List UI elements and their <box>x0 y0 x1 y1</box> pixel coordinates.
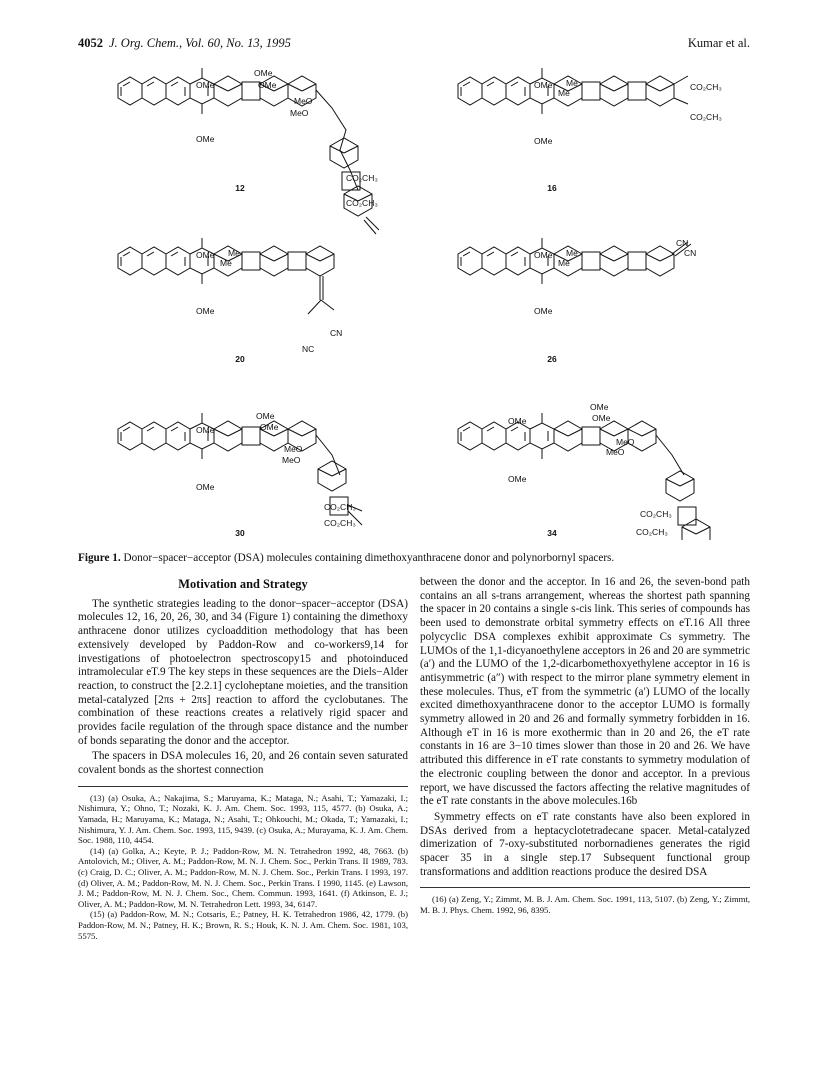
atom-label: OMe <box>508 416 527 426</box>
compound-label: 30 <box>235 528 245 538</box>
atom-label: OMe <box>196 306 215 316</box>
atom-label: OMe <box>256 411 275 421</box>
caption-text: Donor−spacer−acceptor (DSA) molecules containing dimethoxyanthracene donor and polynorbornyl spacers. <box>123 552 615 564</box>
footnote-divider <box>78 786 408 787</box>
running-author: Kumar et al. <box>687 36 750 50</box>
atom-label: OMe <box>196 425 215 435</box>
atom-label: CO₂CH₃ <box>636 527 668 537</box>
body-paragraph: The spacers in DSA molecules 16, 20, and 26 contain seven saturated covalent bonds as the shortest connection <box>78 750 408 777</box>
atom-label: CO₂CH₃ <box>346 173 378 183</box>
footnote: (15) (a) Paddon-Row, M. N.; Cotsaris, E.; Patney, H. K. Tetrahedron 1986, 42, 1779. (b) Paddon-Row, M. N.; Patney, H. K.; Brown, R. S.; Houk, K. N. J. Am. Chem. Soc. 1981, 103, 5575. <box>78 909 408 941</box>
atom-label: NC <box>302 344 315 354</box>
compound-label: 26 <box>547 354 557 364</box>
compound-label: 34 <box>547 528 557 538</box>
atom-label: OMe <box>254 68 273 78</box>
atom-label: CN <box>684 248 697 258</box>
atom-label: OMe <box>534 250 553 260</box>
atom-label: OMe <box>534 136 553 146</box>
atom-label: OMe <box>534 306 553 316</box>
atom-label: OMe <box>592 413 611 423</box>
compound-label: 16 <box>547 183 557 193</box>
atom-label: CO₂CH₃ <box>346 198 378 208</box>
atom-label: OMe <box>260 422 279 432</box>
atom-label: MeO <box>290 108 309 118</box>
chemical-structures <box>78 60 750 540</box>
atom-label: MeO <box>616 437 635 447</box>
atom-label: OMe <box>508 474 527 484</box>
atom-label: Me <box>566 78 578 88</box>
atom-label: MeO <box>282 455 301 465</box>
footnote: (16) (a) Zeng, Y.; Zimmt, M. B. J. Am. Chem. Soc. 1991, 113, 5107. (b) Zeng, Y.; Zimmt, M. B. J. Phys. Chem. 1992, 96, 8395. <box>420 894 750 916</box>
figure-1 <box>78 60 750 540</box>
atom-label: OMe <box>196 80 215 90</box>
body-paragraph: between the donor and the acceptor. In 16 and 26, the seven-bond path contains an all s-trans arrangement, whereas the shortest path spanning the spacer in 20 contains a single s-cis link. This series of compounds has been used to demonstrate orbital symmetry effects on eT.16 All three polycyclic DSA complexes exhibit approximate Cs symmetry. The LUMOs of the 1,1-dicyanoethylene acceptors in 26 and 20 are symmetric (a′) and the LUMO of the 1,2-dicarbomethoxyethylene acceptor in 16 is antisymmetric (a″) with respect to the mirror plane symmetry element in these molecules. Thus, eT from the symmetric (a′) LUMO of the locally excited dimethoxyanthracene donor to the acceptor LUMO is formally symmetry allowed in 20 and 26 and formally symmetry forbidden in 16. Although eT in 16 is more exothermic than in 20 and 26, the eT rate constants in 16 are 3−10 times slower than those in 20 and 26. We have attributed this difference in eT rate constants to symmetry modulation of the electronic coupling between the donor and acceptor. In a previous report, we have discussed the factors affecting the relative magnitudes of the eT rate constants in the above molecules.16b <box>420 576 750 808</box>
footnote-divider <box>420 887 750 888</box>
page-number: 4052 <box>78 36 103 50</box>
atom-label: OMe <box>590 402 609 412</box>
atom-label: Me <box>566 248 578 258</box>
atom-label: CN <box>330 328 343 338</box>
footnotes <box>78 793 408 941</box>
atom-label: Me <box>228 248 240 258</box>
atom-label: OMe <box>196 250 215 260</box>
caption-label: Figure 1. <box>78 552 121 564</box>
atom-label: CN <box>676 238 689 248</box>
footnote: (14) (a) Golka, A.; Keyte, P. J.; Paddon-Row, M. N. Tetrahedron 1992, 48, 7663. (b) Antolovich, M.; Oliver, A. M.; Paddon-Row, M. N. J. Chem. Soc., Perkin Trans. II 1989, 783. (c) Craig, D. C.; Oliver, A. M.; Paddon-Row, M. N. J. Chem. Soc., Perkin Trans. I 1993, 197. (d) Oliver, A. M.; Paddon-Row, M. N. J. Chem. Soc., Perkin Trans. I 1990, 1145. (e) Lawson, J. M.; Paddon-Row, M. N. J. Chem. Soc., Chem. Commun. 1993, 1641. (f) Atkinson, E. J.; Oliver, A. M.; Paddon-Row, M. N. Tetrahedron Lett. 1993, 34, 6147. <box>78 845 408 909</box>
atom-label: CO₂CH₃ <box>324 518 356 528</box>
figure-caption <box>78 552 758 564</box>
atom-label: CO₂CH₃ <box>640 509 672 519</box>
compound-label: 20 <box>235 354 245 364</box>
atom-label: CO₂CH₃ <box>690 112 722 122</box>
right-column <box>420 576 750 916</box>
body-paragraph: Symmetry effects on eT rate constants have also been explored in DSAs derived from a heptacyclotetradecane spacer. Metal-catalyzed dimerization of 7-oxy-substituted norbornadienes generates the rigid spacer 35 in a single step.17 Subsequent functional group transformations and addition reactions produce the desired DSA <box>420 810 750 878</box>
page-header <box>78 36 750 52</box>
body-paragraph: The synthetic strategies leading to the donor−spacer−acceptor (DSA) molecules 12, 16, 20, 26, 30, and 34 (Figure 1) containing the dimethoxy anthracene donor utilizes cycloaddition methodology that has been extensively developed by Paddon-Row and co-workers9,14 for investigations of photoelectron spectroscopy15 and photoinduced intramolecular eT.9 The key steps in these sequences are the Diels−Alder reaction, to construct the [2.2.1] cycloheptane moieties, and the transition metal-catalyzed [2πs + 2πs] reaction to afford the cyclobutanes. The combination of these reactions creates a relatively rigid spacer and provides facile regulation of the through space distance and the number of bonds separating the donor and the acceptor. <box>78 597 408 747</box>
atom-label: CO₂CH₃ <box>690 82 722 92</box>
atom-label: MeO <box>284 444 303 454</box>
atom-label: MeO <box>294 96 313 106</box>
atom-label: OMe <box>534 80 553 90</box>
left-column <box>78 576 408 941</box>
journal-citation: J. Org. Chem., Vol. 60, No. 13, 1995 <box>109 36 291 50</box>
atom-label: OMe <box>196 134 215 144</box>
footnote: (13) (a) Osuka, A.; Nakajima, S.; Maruyama, K.; Mataga, N.; Asahi, T.; Yamazaki, I.; Nishimura, Y.; Ohno, T.; Nozaki, K. J. Am. Chem. Soc. 1993, 115, 4577. (b) Osuka, A.; Yamada, H.; Maruyama, K.; Mataga, N.; Asahi, T.; Ohkouchi, M.; Okada, T.; Yamazaki, I.; Nishimura, Y. J. Am. Chem. Soc. 1993, 115, 9439. (c) Osuka, A.; Murayama, K. J. Am. Chem. Soc. 1988, 110, 4454. <box>78 792 408 846</box>
compound-label: 12 <box>235 183 245 193</box>
atom-label: OMe <box>196 482 215 492</box>
atom-label: Me <box>220 258 232 268</box>
section-heading: Motivation and Strategy <box>178 577 308 591</box>
atom-label: Me <box>558 88 570 98</box>
atom-label: MeO <box>606 447 625 457</box>
atom-label: Me <box>558 258 570 268</box>
atom-label: OMe <box>258 80 277 90</box>
atom-label: CO₂CH₃ <box>324 502 356 512</box>
footnotes <box>420 894 750 915</box>
